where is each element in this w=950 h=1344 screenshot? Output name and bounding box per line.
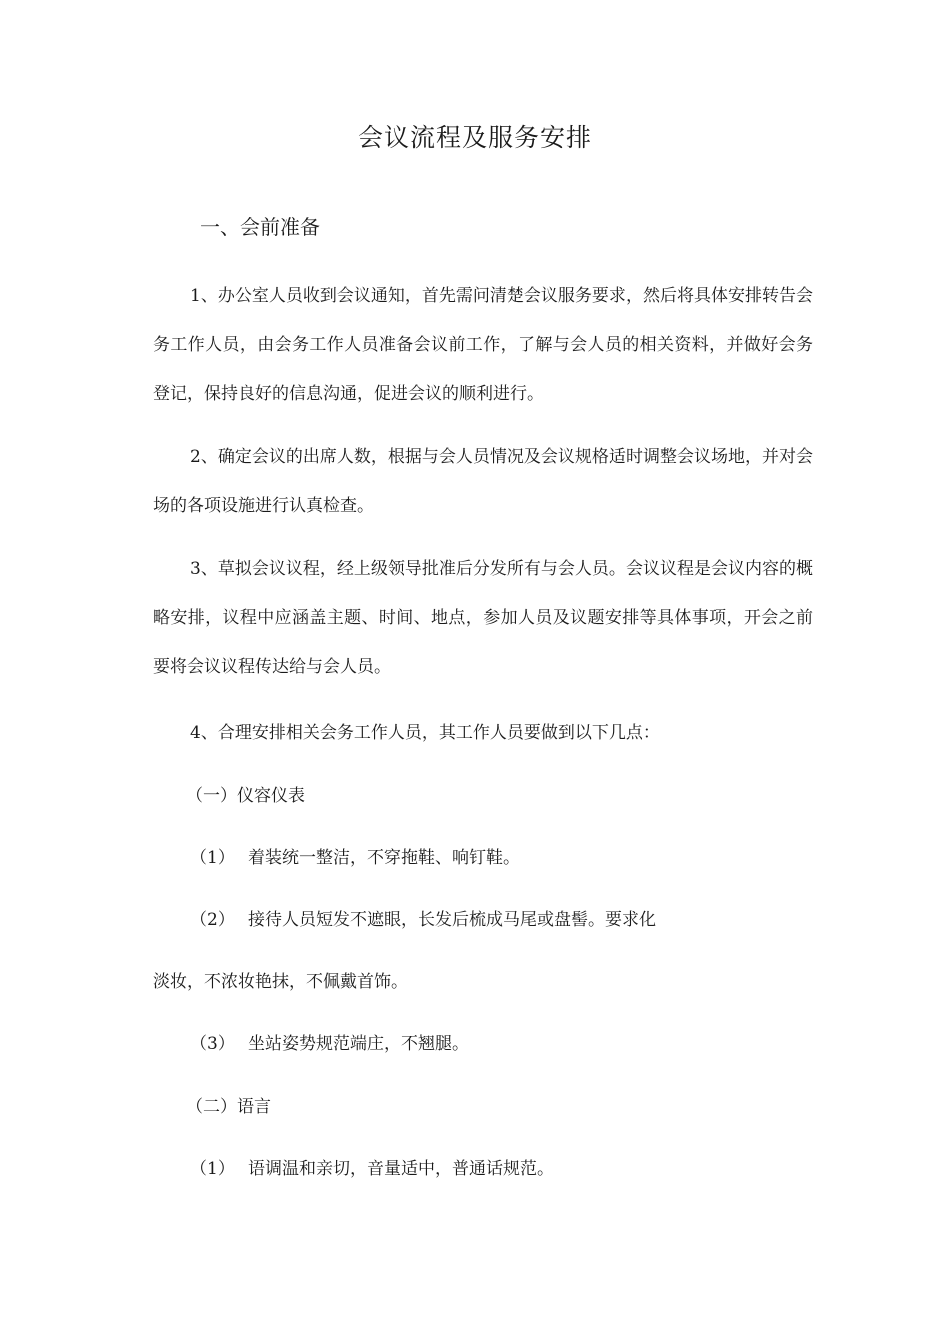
list-item-text: 语调温和亲切，音量适中，普通话规范。	[248, 1159, 554, 1179]
list-item	[190, 1029, 469, 1054]
list-item-number: （1）	[190, 848, 235, 868]
paragraph-2: 2、确定会议的出席人数，根据与会人员情况及会议规格适时调整会议场地，并对会场的各项设施进行认真检查。	[153, 447, 813, 516]
list-item-number: （2）	[190, 910, 235, 930]
list-item-number: （3）	[190, 1034, 235, 1054]
subsection-heading-appearance: （一）仪容仪表	[186, 786, 305, 806]
list-item-continuation: 淡妆，不浓妆艳抹，不佩戴首饰。	[153, 972, 408, 992]
list-item-text: 着装统一整洁，不穿拖鞋、响钉鞋。	[248, 848, 520, 868]
list-item	[190, 843, 520, 868]
paragraph-1: 1、办公室人员收到会议通知，首先需问清楚会议服务要求，然后将具体安排转告会务工作人员，由会务工作人员准备会议前工作，了解与会人员的相关资料，并做好会务登记，保持良好的信息沟通，促进会议的顺利进行。	[153, 286, 813, 404]
subsection-heading-language: （二）语言	[186, 1097, 271, 1117]
paragraph-4: 4、合理安排相关会务工作人员，其工作人员要做到以下几点：	[190, 723, 660, 743]
paragraph-3: 3、草拟会议议程，经上级领导批准后分发所有与会人员。会议议程是会议内容的概略安排，议程中应涵盖主题、时间、地点，参加人员及议题安排等具体事项，开会之前要将会议议程传达给与会人员。	[153, 559, 813, 677]
list-item-text: 接待人员短发不遮眼，长发后梳成马尾或盘髻。要求化	[248, 910, 656, 930]
list-item-text: 坐站姿势规范端庄，不翘腿。	[248, 1034, 469, 1054]
list-item-number: （1）	[190, 1159, 235, 1179]
document-title: 会议流程及服务安排	[357, 123, 592, 152]
list-item	[190, 905, 656, 930]
list-item	[190, 1154, 554, 1179]
section-heading-pre-meeting: 一、会前准备	[200, 215, 320, 239]
